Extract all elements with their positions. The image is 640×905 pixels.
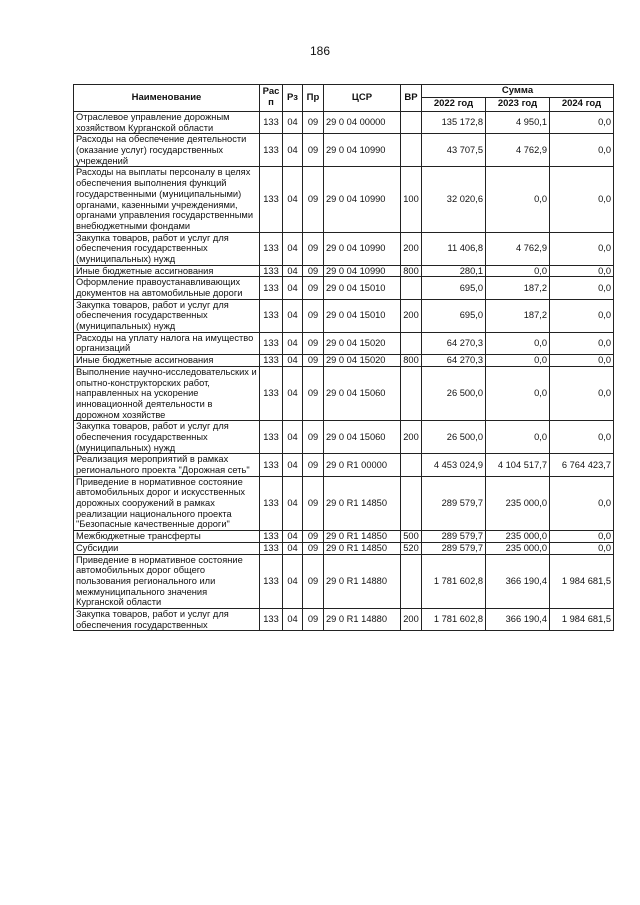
- row-csr: 29 0 04 15060: [324, 421, 401, 454]
- row-csr: 29 0 04 15020: [324, 332, 401, 354]
- row-sum-2022: 289 579,7: [422, 531, 486, 543]
- header-year-2023: 2023 год: [486, 98, 550, 112]
- table-row: [74, 265, 614, 277]
- row-ras: 133: [260, 232, 283, 265]
- table-row: [74, 277, 614, 299]
- row-csr: 29 0 04 15060: [324, 366, 401, 420]
- row-ras: 133: [260, 421, 283, 454]
- row-sum-2024: 0,0: [550, 167, 614, 232]
- row-vr: 520: [401, 542, 422, 554]
- row-csr: 29 0 04 10990: [324, 265, 401, 277]
- budget-table: [73, 84, 614, 631]
- table-row: [74, 454, 614, 476]
- table-row: [74, 355, 614, 367]
- row-rz: 04: [283, 332, 303, 354]
- row-vr: [401, 112, 422, 134]
- row-sum-2022: 64 270,3: [422, 355, 486, 367]
- table-body: [74, 112, 614, 631]
- row-ras: 133: [260, 299, 283, 332]
- row-sum-2022: 1 781 602,8: [422, 554, 486, 608]
- row-sum-2024: 1 984 681,5: [550, 554, 614, 608]
- row-ras: 133: [260, 476, 283, 530]
- row-ras: 133: [260, 454, 283, 476]
- row-pr: 09: [303, 531, 324, 543]
- row-ras: 133: [260, 531, 283, 543]
- row-sum-2022: 26 500,0: [422, 366, 486, 420]
- row-csr: 29 0 04 15010: [324, 299, 401, 332]
- table-row: [74, 332, 614, 354]
- header-name: Наименование: [74, 85, 260, 112]
- row-pr: 09: [303, 542, 324, 554]
- header-ras: Рас п: [260, 85, 283, 112]
- row-sum-2023: 366 190,4: [486, 608, 550, 630]
- row-name: Межбюджетные трансферты: [74, 531, 260, 543]
- row-sum-2022: 289 579,7: [422, 476, 486, 530]
- row-vr: 200: [401, 232, 422, 265]
- row-name: Выполнение научно-исследовательских и опытно-конструкторских работ, направленных на ускорение инновационной деятельности в дорожном хозяйстве: [74, 366, 260, 420]
- row-pr: 09: [303, 112, 324, 134]
- row-sum-2022: 64 270,3: [422, 332, 486, 354]
- row-name: Иные бюджетные ассигнования: [74, 355, 260, 367]
- row-ras: 133: [260, 366, 283, 420]
- row-sum-2024: 0,0: [550, 476, 614, 530]
- row-name: Расходы на обеспечение деятельности (оказание услуг) государственных учреждений: [74, 134, 260, 167]
- row-sum-2023: 187,2: [486, 299, 550, 332]
- row-vr: 100: [401, 167, 422, 232]
- row-sum-2024: 0,0: [550, 531, 614, 543]
- row-sum-2022: 695,0: [422, 299, 486, 332]
- header-vr: ВР: [401, 85, 422, 112]
- row-rz: 04: [283, 134, 303, 167]
- row-sum-2024: 0,0: [550, 232, 614, 265]
- table-row: [74, 112, 614, 134]
- row-sum-2023: 366 190,4: [486, 554, 550, 608]
- row-rz: 04: [283, 167, 303, 232]
- row-name: Иные бюджетные ассигнования: [74, 265, 260, 277]
- row-vr: [401, 476, 422, 530]
- row-name: Закупка товаров, работ и услуг для обеспечения государственных (муниципальных) нужд: [74, 421, 260, 454]
- header-rz: Рз: [283, 85, 303, 112]
- row-ras: 133: [260, 134, 283, 167]
- table-row: [74, 366, 614, 420]
- row-ras: 133: [260, 265, 283, 277]
- row-sum-2023: 0,0: [486, 167, 550, 232]
- table-row: [74, 542, 614, 554]
- row-rz: 04: [283, 454, 303, 476]
- row-sum-2022: 1 781 602,8: [422, 608, 486, 630]
- row-name: Приведение в нормативное состояние автомобильных дорог и искусственных дорожных сооружений в рамках реализации национального проекта "Безопасные качественные дороги": [74, 476, 260, 530]
- row-name: Оформление правоустанавливающих документов на автомобильные дороги: [74, 277, 260, 299]
- row-pr: 09: [303, 366, 324, 420]
- row-csr: 29 0 04 15020: [324, 355, 401, 367]
- row-sum-2022: 135 172,8: [422, 112, 486, 134]
- row-csr: 29 0 04 10990: [324, 134, 401, 167]
- row-sum-2023: 0,0: [486, 265, 550, 277]
- header-sum: Сумма: [422, 85, 614, 98]
- table-row: [74, 167, 614, 232]
- header-year-2024: 2024 год: [550, 98, 614, 112]
- row-sum-2022: 32 020,6: [422, 167, 486, 232]
- row-sum-2024: 0,0: [550, 542, 614, 554]
- header-pr: Пр: [303, 85, 324, 112]
- row-rz: 04: [283, 542, 303, 554]
- row-sum-2024: 6 764 423,7: [550, 454, 614, 476]
- row-sum-2023: 235 000,0: [486, 476, 550, 530]
- row-pr: 09: [303, 332, 324, 354]
- row-ras: 133: [260, 112, 283, 134]
- row-sum-2023: 187,2: [486, 277, 550, 299]
- row-rz: 04: [283, 232, 303, 265]
- row-vr: 800: [401, 355, 422, 367]
- row-sum-2024: 0,0: [550, 277, 614, 299]
- row-vr: 200: [401, 608, 422, 630]
- row-csr: 29 0 04 10990: [324, 167, 401, 232]
- row-pr: 09: [303, 608, 324, 630]
- row-sum-2023: 0,0: [486, 366, 550, 420]
- row-pr: 09: [303, 299, 324, 332]
- row-sum-2022: 43 707,5: [422, 134, 486, 167]
- table-row: [74, 554, 614, 608]
- row-csr: 29 0 R1 14850: [324, 542, 401, 554]
- row-sum-2024: 0,0: [550, 134, 614, 167]
- row-ras: 133: [260, 167, 283, 232]
- row-pr: 09: [303, 167, 324, 232]
- row-csr: 29 0 R1 14880: [324, 554, 401, 608]
- row-rz: 04: [283, 366, 303, 420]
- row-pr: 09: [303, 355, 324, 367]
- row-rz: 04: [283, 476, 303, 530]
- row-rz: 04: [283, 554, 303, 608]
- row-sum-2022: 695,0: [422, 277, 486, 299]
- row-rz: 04: [283, 299, 303, 332]
- row-rz: 04: [283, 265, 303, 277]
- row-rz: 04: [283, 531, 303, 543]
- row-name: Расходы на уплату налога на имущество организаций: [74, 332, 260, 354]
- row-name: Закупка товаров, работ и услуг для обеспечения государственных: [74, 608, 260, 630]
- table-row: [74, 134, 614, 167]
- row-sum-2022: 11 406,8: [422, 232, 486, 265]
- row-ras: 133: [260, 554, 283, 608]
- row-sum-2022: 4 453 024,9: [422, 454, 486, 476]
- row-csr: 29 0 04 00000: [324, 112, 401, 134]
- row-pr: 09: [303, 454, 324, 476]
- row-vr: [401, 277, 422, 299]
- row-sum-2024: 0,0: [550, 332, 614, 354]
- row-sum-2023: 4 762,9: [486, 232, 550, 265]
- row-sum-2024: 1 984 681,5: [550, 608, 614, 630]
- row-name: Отраслевое управление дорожным хозяйством Курганской области: [74, 112, 260, 134]
- row-csr: 29 0 R1 14850: [324, 531, 401, 543]
- row-csr: 29 0 R1 14880: [324, 608, 401, 630]
- row-sum-2023: 4 762,9: [486, 134, 550, 167]
- row-pr: 09: [303, 421, 324, 454]
- row-name: Приведение в нормативное состояние автомобильных дорог общего пользования регионального или межмуниципального значения Курганской области: [74, 554, 260, 608]
- row-ras: 133: [260, 542, 283, 554]
- row-sum-2023: 0,0: [486, 421, 550, 454]
- row-name: Закупка товаров, работ и услуг для обеспечения государственных (муниципальных) нужд: [74, 299, 260, 332]
- row-sum-2024: 0,0: [550, 299, 614, 332]
- row-ras: 133: [260, 277, 283, 299]
- row-sum-2023: 0,0: [486, 355, 550, 367]
- row-vr: 200: [401, 421, 422, 454]
- row-pr: 09: [303, 134, 324, 167]
- row-sum-2024: 0,0: [550, 355, 614, 367]
- row-sum-2023: 235 000,0: [486, 542, 550, 554]
- row-sum-2022: 26 500,0: [422, 421, 486, 454]
- row-vr: [401, 332, 422, 354]
- row-pr: 09: [303, 232, 324, 265]
- row-ras: 133: [260, 608, 283, 630]
- row-rz: 04: [283, 112, 303, 134]
- page-number: 186: [309, 44, 331, 58]
- row-name: Реализация мероприятий в рамках регионального проекта "Дорожная сеть": [74, 454, 260, 476]
- row-pr: 09: [303, 265, 324, 277]
- row-rz: 04: [283, 608, 303, 630]
- row-sum-2024: 0,0: [550, 421, 614, 454]
- row-vr: [401, 134, 422, 167]
- table-row: [74, 476, 614, 530]
- row-sum-2024: 0,0: [550, 366, 614, 420]
- header-csr: ЦСР: [324, 85, 401, 112]
- row-csr: 29 0 R1 14850: [324, 476, 401, 530]
- row-rz: 04: [283, 355, 303, 367]
- row-sum-2023: 4 950,1: [486, 112, 550, 134]
- row-vr: 800: [401, 265, 422, 277]
- row-sum-2023: 4 104 517,7: [486, 454, 550, 476]
- row-sum-2023: 235 000,0: [486, 531, 550, 543]
- row-sum-2024: 0,0: [550, 112, 614, 134]
- row-pr: 09: [303, 554, 324, 608]
- row-vr: 500: [401, 531, 422, 543]
- row-rz: 04: [283, 421, 303, 454]
- row-vr: [401, 366, 422, 420]
- row-csr: 29 0 R1 00000: [324, 454, 401, 476]
- table-row: [74, 232, 614, 265]
- table-row: [74, 421, 614, 454]
- row-sum-2022: 280,1: [422, 265, 486, 277]
- row-csr: 29 0 04 10990: [324, 232, 401, 265]
- table-row: [74, 531, 614, 543]
- row-name: Субсидии: [74, 542, 260, 554]
- row-vr: 200: [401, 299, 422, 332]
- row-pr: 09: [303, 277, 324, 299]
- row-csr: 29 0 04 15010: [324, 277, 401, 299]
- row-ras: 133: [260, 355, 283, 367]
- row-rz: 04: [283, 277, 303, 299]
- header-year-2022: 2022 год: [422, 98, 486, 112]
- table-row: [74, 608, 614, 630]
- row-vr: [401, 454, 422, 476]
- table-row: [74, 299, 614, 332]
- row-name: Расходы на выплаты персоналу в целях обеспечения выполнения функций государственными (муниципальными) органами, казенными учреждениями, органами управления государственными внебюджетными фондами: [74, 167, 260, 232]
- row-pr: 09: [303, 476, 324, 530]
- row-sum-2023: 0,0: [486, 332, 550, 354]
- row-sum-2024: 0,0: [550, 265, 614, 277]
- row-ras: 133: [260, 332, 283, 354]
- row-name: Закупка товаров, работ и услуг для обеспечения государственных (муниципальных) нужд: [74, 232, 260, 265]
- row-vr: [401, 554, 422, 608]
- row-sum-2022: 289 579,7: [422, 542, 486, 554]
